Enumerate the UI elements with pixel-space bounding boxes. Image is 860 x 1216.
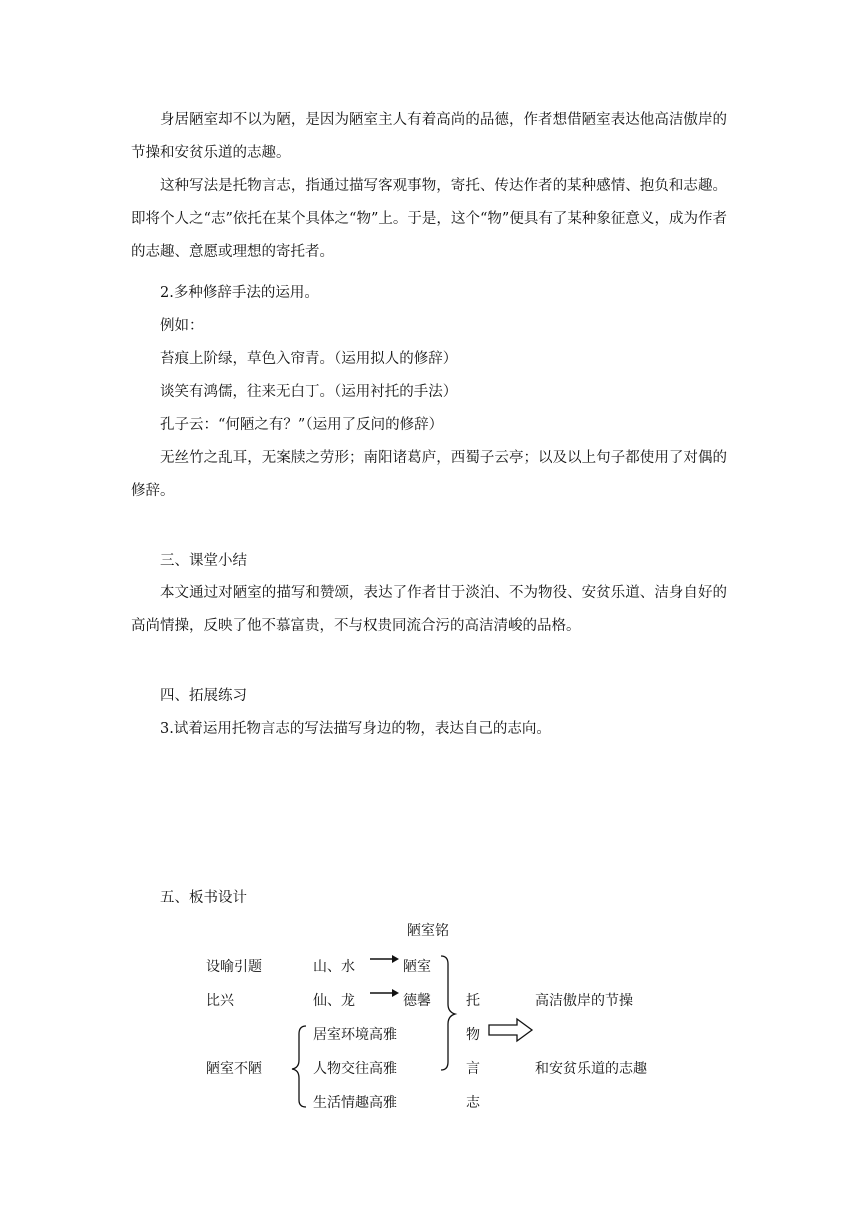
paragraph-symbolism-method: 这种写法是托物言志，指通过描写客观事物，寄托、传达作者的某种感情、抱负和志趣。即将个人之“志”依托在某个具体之“物”上。于是，这个“物”便具有了某种象征意义，成为作者的志趣、意愿或理想的寄托者。 xyxy=(131,178,727,260)
example-intro: 例如： xyxy=(160,318,204,334)
board-row1-label: 设喻引题 xyxy=(206,959,262,975)
board-method-char-4: 志 xyxy=(466,1095,480,1111)
hollow-arrow-right-icon xyxy=(489,1019,532,1041)
practice-item: 3.试着运用托物言志的写法描写身边的物，表达自己的志向。 xyxy=(160,721,551,737)
board-row2-label: 比兴 xyxy=(206,993,234,1009)
board-group-label: 陋室不陋 xyxy=(206,1061,262,1077)
board-result-contentment: 和安贫乐道的志趣 xyxy=(535,1061,647,1077)
section-heading-summary: 三、课堂小结 xyxy=(160,553,247,569)
board-group-item-interest: 生活情趣高雅 xyxy=(313,1095,397,1111)
board-method-char-1: 托 xyxy=(466,993,480,1009)
board-row1-target: 陋室 xyxy=(403,959,431,975)
board-method-char-3: 言 xyxy=(466,1061,480,1077)
paragraph-humble-room-virtue: 身居陋室却不以为陋，是因为陋室主人有着高尚的品德，作者想借陋室表达他高洁傲岸的节操和安贫乐道的志趣。 xyxy=(131,112,727,161)
section-heading-board-design: 五、板书设计 xyxy=(160,890,247,906)
board-row1-item: 山、水 xyxy=(313,959,355,975)
arrow-right-icon xyxy=(370,955,399,963)
section-heading-practice: 四、拓展练习 xyxy=(160,688,247,704)
example-rhetorical-question: 孔子云：“何陋之有？”（运用了反问的修辞） xyxy=(160,417,444,433)
summary-paragraph: 本文通过对陋室的描写和赞颂，表达了作者甘于淡泊、不为物役、安贫乐道、洁身自好的高尚情操，反映了他不慕富贵，不与权贵同流合污的高洁清峻的品格。 xyxy=(131,585,727,634)
board-group-item-company: 人物交往高雅 xyxy=(313,1061,397,1077)
board-method-char-2: 物 xyxy=(466,1027,480,1043)
board-row2-target: 德馨 xyxy=(403,993,431,1009)
example-personification: 苔痕上阶绿，草色入帘青。（运用拟人的修辞） xyxy=(160,351,458,367)
board-row2-item: 仙、龙 xyxy=(313,993,355,1009)
board-group-item-environment: 居室环境高雅 xyxy=(313,1027,397,1043)
board-result-integrity: 高洁傲岸的节操 xyxy=(535,993,633,1009)
right-brace-icon xyxy=(441,956,455,1070)
example-parallelism: 无丝竹之乱耳，无案牍之劳形；南阳诸葛庐，西蜀子云亭；以及以上句子都使用了对偶的修辞。 xyxy=(131,450,727,499)
arrow-right-icon xyxy=(370,989,399,997)
board-title: 陋室铭 xyxy=(407,923,449,939)
left-brace-icon xyxy=(292,1026,306,1107)
example-contrast: 谈笑有鸿儒，往来无白丁。（运用衬托的手法） xyxy=(160,384,458,400)
point-rhetoric-heading: 2.多种修辞手法的运用。 xyxy=(160,285,319,301)
